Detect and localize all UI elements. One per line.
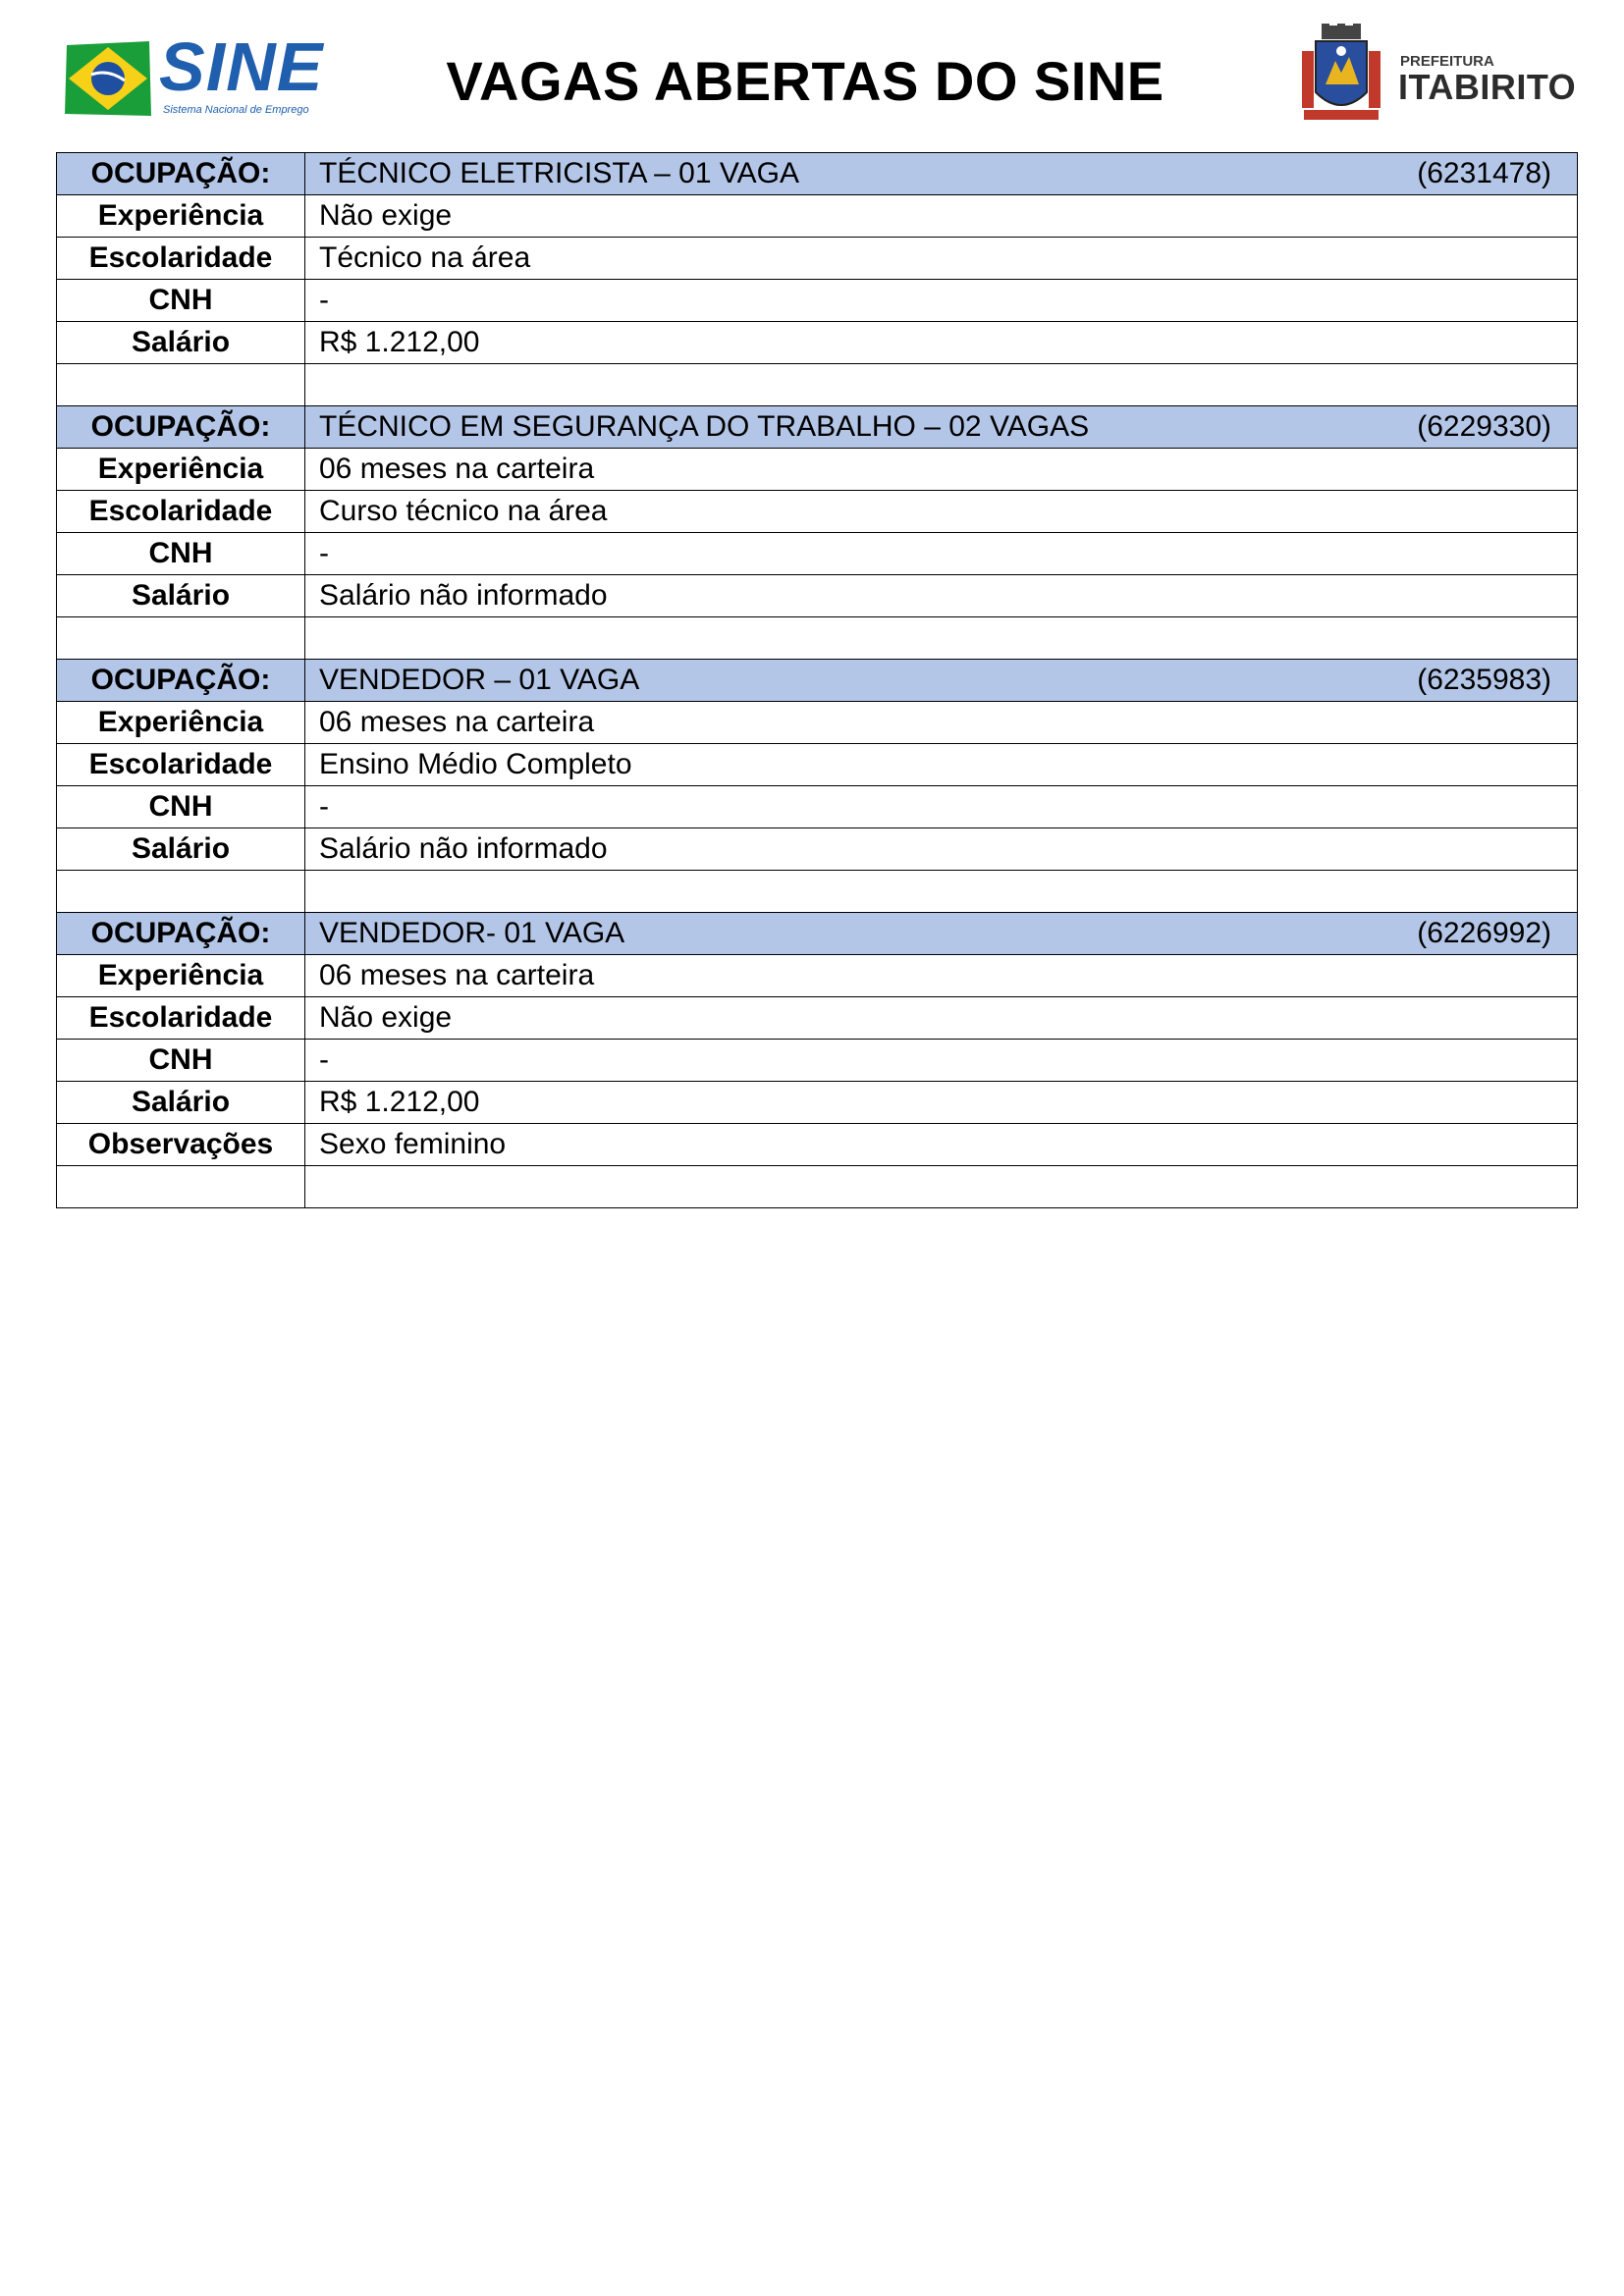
job-code: (6229330): [1417, 410, 1551, 443]
occupation-label: OCUPAÇÃO:: [57, 660, 305, 702]
job-code: (6235983): [1417, 664, 1551, 696]
salary-value: R$ 1.212,00: [305, 1082, 1578, 1124]
education-label: Escolaridade: [57, 744, 305, 786]
table-row: [57, 575, 1578, 617]
occupation-cell: [305, 406, 1578, 449]
spacer-row: [57, 617, 1578, 660]
experience-value: 06 meses na carteira: [305, 449, 1578, 491]
table-row: [57, 322, 1578, 364]
city-name: ITABIRITO: [1398, 67, 1577, 107]
sine-logo: [61, 28, 346, 124]
salary-label: Salário: [57, 1082, 305, 1124]
education-value: Ensino Médio Completo: [305, 744, 1578, 786]
table-row: [57, 744, 1578, 786]
prefeitura-label: PREFEITURA: [1400, 53, 1494, 70]
occupation-label: OCUPAÇÃO:: [57, 153, 305, 195]
spacer-row: [57, 871, 1578, 913]
experience-value: 06 meses na carteira: [305, 702, 1578, 744]
license-label: CNH: [57, 786, 305, 828]
notes-label: Observações: [57, 1124, 305, 1166]
job-title: VENDEDOR- 01 VAGA: [319, 917, 625, 949]
license-value: -: [305, 533, 1578, 575]
license-label: CNH: [57, 533, 305, 575]
salary-value: Salário não informado: [305, 575, 1578, 617]
table-row: [57, 491, 1578, 533]
table-row: [57, 786, 1578, 828]
notes-value: Sexo feminino: [305, 1124, 1578, 1166]
table-row: [57, 1040, 1578, 1082]
city-crest-icon: [1292, 24, 1390, 126]
job-title: TÉCNICO EM SEGURANÇA DO TRABALHO – 02 VAGAS: [319, 410, 1090, 443]
page-header: [0, 0, 1624, 147]
education-value: Curso técnico na área: [305, 491, 1578, 533]
sine-logo-subtitle: Sistema Nacional de Emprego: [163, 104, 309, 116]
experience-label: Experiência: [57, 195, 305, 238]
license-value: -: [305, 1040, 1578, 1082]
job-row-occupation: [57, 153, 1578, 195]
job-row-occupation: [57, 913, 1578, 955]
job-row-occupation: [57, 406, 1578, 449]
spacer-row: [57, 1166, 1578, 1208]
salary-label: Salário: [57, 828, 305, 871]
table-row: [57, 702, 1578, 744]
job-code: (6231478): [1417, 157, 1551, 189]
table-row: [57, 280, 1578, 322]
experience-label: Experiência: [57, 449, 305, 491]
job-row-occupation: [57, 660, 1578, 702]
prefeitura-logo: [1292, 24, 1577, 126]
license-label: CNH: [57, 1040, 305, 1082]
table-row: [57, 238, 1578, 280]
job-code: (6226992): [1417, 917, 1551, 949]
job-title: VENDEDOR – 01 VAGA: [319, 664, 640, 696]
license-value: -: [305, 786, 1578, 828]
experience-value: Não exige: [305, 195, 1578, 238]
education-value: Técnico na área: [305, 238, 1578, 280]
education-label: Escolaridade: [57, 491, 305, 533]
experience-value: 06 meses na carteira: [305, 955, 1578, 997]
job-title: TÉCNICO ELETRICISTA – 01 VAGA: [319, 157, 800, 189]
salary-label: Salário: [57, 575, 305, 617]
salary-label: Salário: [57, 322, 305, 364]
occupation-cell: [305, 153, 1578, 195]
table-row: [57, 1124, 1578, 1166]
table-row: [57, 997, 1578, 1040]
sine-logo-text: SINE: [159, 28, 324, 105]
brazil-flag-icon: [61, 37, 155, 120]
salary-value: Salário não informado: [305, 828, 1578, 871]
spacer-row: [57, 364, 1578, 406]
salary-value: R$ 1.212,00: [305, 322, 1578, 364]
license-value: -: [305, 280, 1578, 322]
page-title: VAGAS ABERTAS DO SINE: [446, 50, 1164, 112]
table-row: [57, 1082, 1578, 1124]
occupation-cell: [305, 913, 1578, 955]
license-label: CNH: [57, 280, 305, 322]
occupation-cell: [305, 660, 1578, 702]
experience-label: Experiência: [57, 955, 305, 997]
table-row: [57, 449, 1578, 491]
table-row: [57, 828, 1578, 871]
table-row: [57, 955, 1578, 997]
experience-label: Experiência: [57, 702, 305, 744]
job-openings-table: [56, 152, 1578, 1208]
education-label: Escolaridade: [57, 238, 305, 280]
education-label: Escolaridade: [57, 997, 305, 1040]
occupation-label: OCUPAÇÃO:: [57, 406, 305, 449]
table-row: [57, 533, 1578, 575]
occupation-label: OCUPAÇÃO:: [57, 913, 305, 955]
table-row: [57, 195, 1578, 238]
education-value: Não exige: [305, 997, 1578, 1040]
